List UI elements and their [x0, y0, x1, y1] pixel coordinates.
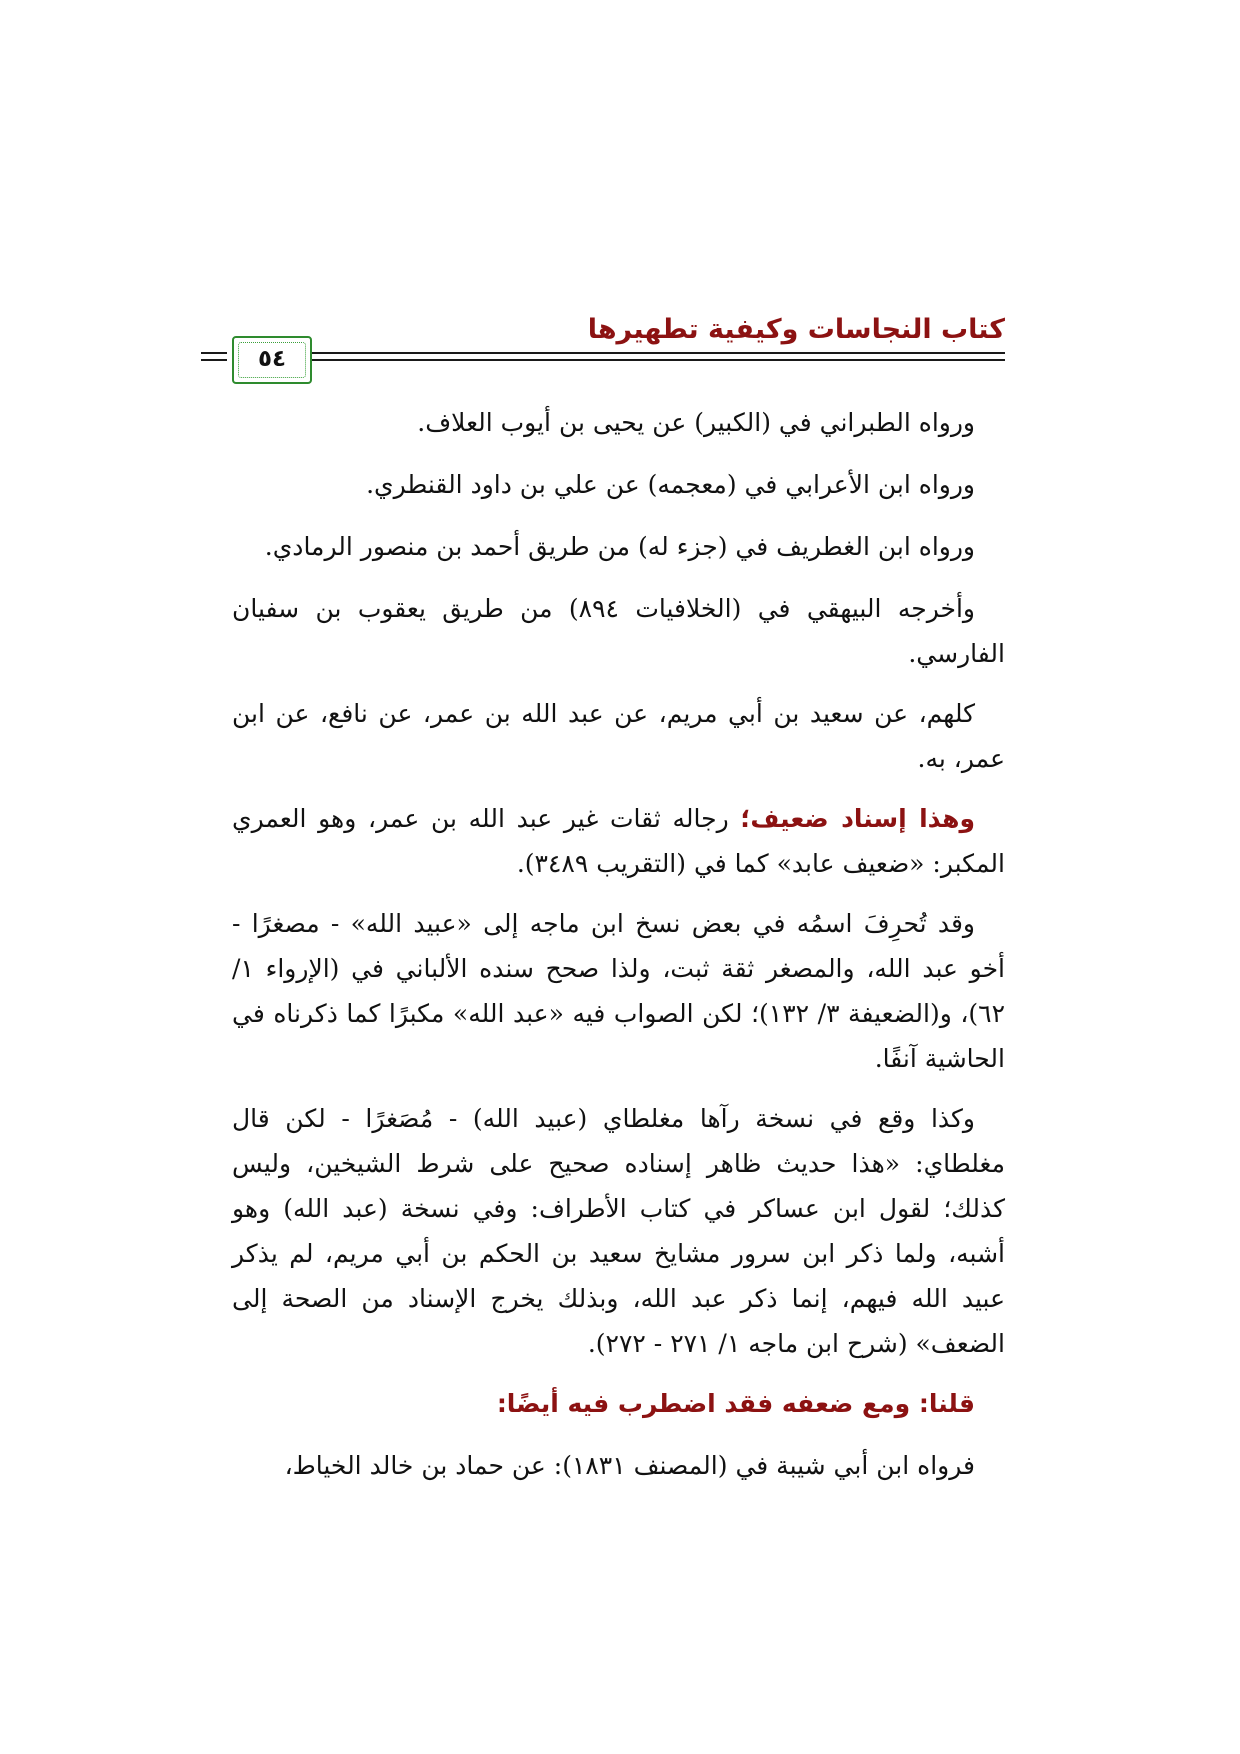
page-number: ٥٤ — [257, 346, 287, 372]
page-body — [232, 400, 1005, 1505]
header-rule — [232, 352, 1005, 354]
emphasis-lead: وهذا إسناد ضعيف؛ — [740, 804, 975, 833]
paragraph — [232, 586, 1005, 676]
paragraph-text: فرواه ابن أبي شيبة في (المصنف ١٨٣١): عن حماد بن خالد الخياط، — [284, 1451, 975, 1480]
paragraph — [232, 462, 1005, 507]
header-rule — [201, 352, 227, 354]
paragraph — [232, 400, 1005, 445]
paragraph-text: رجاله ثقات غير عبد الله بن عمر، وهو العمري المكبر: «ضعيف عابد» كما في (التقريب ٣٤٨٩). — [232, 804, 1005, 878]
emphasis-lead: ومع ضعفه فقد اضطرب فيه أيضًا: — [496, 1389, 919, 1418]
paragraph — [232, 1096, 1005, 1366]
emphasis-lead: قلنا: — [918, 1389, 975, 1418]
paragraph-text: ورواه ابن الأعرابي في (معجمه) عن علي بن داود القنطري. — [366, 470, 975, 499]
paragraph — [232, 1381, 1005, 1426]
paragraph-text: وكذا وقع في نسخة رآها مغلطاي (عبيد الله) - مُصَغرًا - لكن قال مغلطاي: «هذا حديث ظاهر إسناده صحيح على شرط الشيخين، وليس كذلك؛ لقول ابن عساكر في كتاب الأطراف: وفي نسخة (عبد الله) وهو أشبه، ولما ذكر ابن سرور مشايخ سعيد بن الحكم بن أبي مريم، لم يذكر عبيد الله فيهم، إنما ذكر عبد الله، وبذلك يخرج الإسناد من الصحة إلى الضعف» (شرح ابن ماجه ١/ ٢٧١ - ٢٧٢). — [232, 1104, 1005, 1358]
paragraph-text: وأخرجه البيهقي في (الخلافيات ٨٩٤) من طريق يعقوب بن سفيان الفارسي. — [232, 594, 1005, 668]
header-rule — [201, 359, 227, 361]
paragraph-text: ورواه ابن الغطريف في (جزء له) من طريق أحمد بن منصور الرمادي. — [264, 532, 975, 561]
page-header — [232, 310, 1005, 390]
paragraph-text: كلهم، عن سعيد بن أبي مريم، عن عبد الله بن عمر، عن نافع، عن ابن عمر، به. — [232, 699, 1005, 773]
header-rule — [232, 359, 1005, 361]
paragraph — [232, 691, 1005, 781]
paragraph-text: ورواه الطبراني في (الكبير) عن يحيى بن أيوب العلاف. — [417, 408, 975, 437]
paragraph-text: وقد تُحرِفَ اسمُه في بعض نسخ ابن ماجه إلى «عبيد الله» - مصغرًا - أخو عبد الله، والمصغر ثقة ثبت، ولذا صحح سنده الألباني في (الإرواء ١/ ٦٢)، و(الضعيفة ٣/ ١٣٢)؛ لكن الصواب فيه «عبد الله» مكبرًا كما ذكرناه في الحاشية آنفًا. — [232, 909, 1005, 1073]
paragraph — [232, 901, 1005, 1081]
paragraph — [232, 1443, 1005, 1488]
paragraph — [232, 524, 1005, 569]
paragraph — [232, 796, 1005, 886]
book-title: كتاب النجاسات وكيفية تطهيرها — [587, 314, 1005, 345]
page-number-badge — [232, 336, 312, 384]
